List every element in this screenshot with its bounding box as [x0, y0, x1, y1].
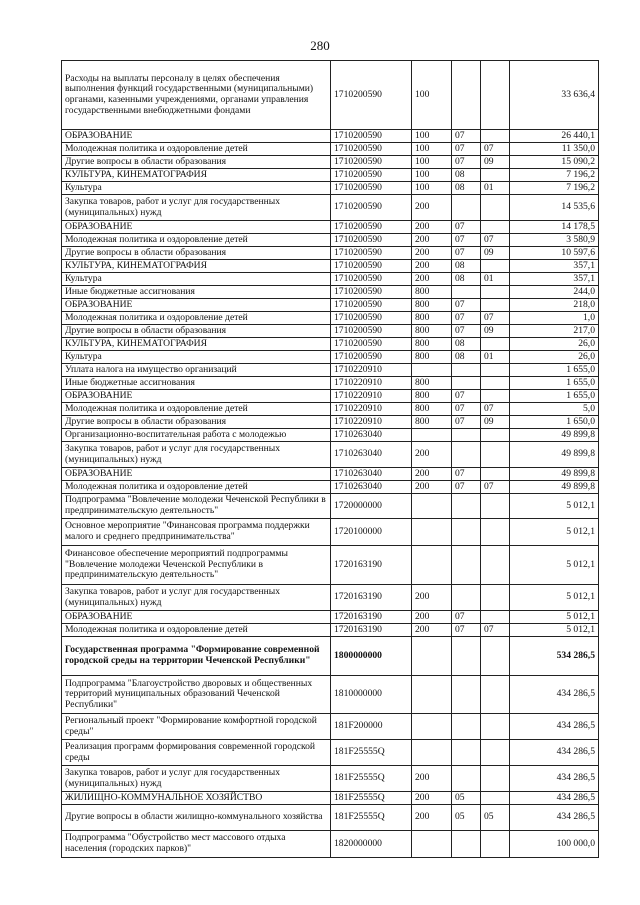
cell-expense-type: 100 — [412, 156, 452, 169]
cell-subsection: 07 — [481, 481, 510, 494]
cell-expense-type: 800 — [412, 390, 452, 403]
cell-expense-type: 100 — [412, 182, 452, 195]
cell-section — [452, 714, 481, 740]
cell-section — [452, 442, 481, 468]
cell-target-code: 1710200590 — [331, 299, 412, 312]
cell-section: 07 — [452, 403, 481, 416]
cell-subsection: 09 — [481, 325, 510, 338]
table-row — [62, 234, 599, 247]
cell-target-code: 1710200590 — [331, 195, 412, 221]
cell-section: 07 — [452, 299, 481, 312]
cell-subsection — [481, 442, 510, 468]
table-row — [62, 805, 599, 831]
cell-name: ОБРАЗОВАНИЕ — [62, 390, 331, 403]
table-row — [62, 468, 599, 481]
cell-name: КУЛЬТУРА, КИНЕМАТОГРАФИЯ — [62, 169, 331, 182]
cell-amount: 7 196,2 — [510, 182, 599, 195]
cell-target-code: 1720100000 — [331, 519, 412, 546]
cell-subsection: 01 — [481, 182, 510, 195]
cell-target-code: 1710263040 — [331, 429, 412, 442]
table-row — [62, 519, 599, 546]
cell-subsection — [481, 61, 510, 130]
cell-amount: 434 286,5 — [510, 740, 599, 766]
cell-amount: 434 286,5 — [510, 714, 599, 740]
cell-subsection — [481, 676, 510, 714]
cell-expense-type: 200 — [412, 611, 452, 624]
table-row — [62, 169, 599, 182]
table-row — [62, 195, 599, 221]
cell-target-code: 1710200590 — [331, 260, 412, 273]
cell-amount: 434 286,5 — [510, 805, 599, 831]
cell-target-code: 1710220910 — [331, 390, 412, 403]
cell-expense-type: 800 — [412, 325, 452, 338]
cell-name: Закупка товаров, работ и услуг для государственных (муниципальных) нужд — [62, 195, 331, 221]
cell-target-code: 1800000000 — [331, 637, 412, 676]
cell-expense-type: 100 — [412, 61, 452, 130]
cell-section — [452, 195, 481, 221]
cell-amount: 49 899,8 — [510, 468, 599, 481]
cell-subsection — [481, 637, 510, 676]
cell-expense-type — [412, 364, 452, 377]
cell-target-code: 1710200590 — [331, 61, 412, 130]
cell-expense-type: 800 — [412, 299, 452, 312]
cell-name: Молодежная политика и оздоровление детей — [62, 234, 331, 247]
cell-target-code: 1710263040 — [331, 481, 412, 494]
cell-expense-type — [412, 831, 452, 858]
cell-amount: 49 899,8 — [510, 481, 599, 494]
cell-amount: 434 286,5 — [510, 676, 599, 714]
cell-name: Региональный проект "Формирование комфортной городской среды" — [62, 714, 331, 740]
cell-name: Уплата налога на имущество организаций — [62, 364, 331, 377]
cell-amount: 15 090,2 — [510, 156, 599, 169]
cell-subsection — [481, 585, 510, 611]
cell-amount: 26 440,1 — [510, 130, 599, 143]
cell-name: Закупка товаров, работ и услуг для государственных (муниципальных) нужд — [62, 766, 331, 792]
cell-target-code: 1810000000 — [331, 676, 412, 714]
cell-expense-type — [412, 637, 452, 676]
cell-section — [452, 377, 481, 390]
cell-target-code: 1710200590 — [331, 169, 412, 182]
cell-expense-type: 200 — [412, 792, 452, 805]
cell-amount: 434 286,5 — [510, 792, 599, 805]
cell-name: Организационно-воспитательная работа с молодежью — [62, 429, 331, 442]
cell-target-code: 1710200590 — [331, 130, 412, 143]
cell-subsection — [481, 299, 510, 312]
cell-name: Подпрограмма "Обустройство мест массового отдыха населения (городских парков)" — [62, 831, 331, 858]
cell-subsection — [481, 792, 510, 805]
cell-amount: 14 535,6 — [510, 195, 599, 221]
cell-expense-type — [412, 740, 452, 766]
cell-section: 07 — [452, 312, 481, 325]
table-row — [62, 325, 599, 338]
cell-target-code: 1720163190 — [331, 546, 412, 585]
cell-expense-type: 800 — [412, 403, 452, 416]
cell-amount: 357,1 — [510, 273, 599, 286]
cell-target-code: 1710200590 — [331, 325, 412, 338]
table-row — [62, 585, 599, 611]
cell-subsection — [481, 831, 510, 858]
cell-amount: 357,1 — [510, 260, 599, 273]
table-row — [62, 351, 599, 364]
cell-section — [452, 364, 481, 377]
cell-section: 07 — [452, 143, 481, 156]
cell-subsection — [481, 766, 510, 792]
cell-section: 08 — [452, 182, 481, 195]
cell-target-code: 1710200590 — [331, 182, 412, 195]
cell-target-code: 1720163190 — [331, 585, 412, 611]
cell-expense-type: 800 — [412, 286, 452, 299]
cell-amount: 10 597,6 — [510, 247, 599, 260]
cell-amount: 7 196,2 — [510, 169, 599, 182]
cell-subsection — [481, 130, 510, 143]
table-row — [62, 312, 599, 325]
cell-section: 08 — [452, 273, 481, 286]
cell-expense-type: 200 — [412, 234, 452, 247]
cell-expense-type: 200 — [412, 805, 452, 831]
cell-amount: 49 899,8 — [510, 442, 599, 468]
cell-subsection: 09 — [481, 156, 510, 169]
cell-name: Другие вопросы в области жилищно-коммунального хозяйства — [62, 805, 331, 831]
cell-amount: 1 655,0 — [510, 364, 599, 377]
cell-amount: 26,0 — [510, 351, 599, 364]
cell-name: Расходы на выплаты персоналу в целях обеспечения выполнения функций государственными (муниципальными) органами, казенными учреждениями, органами управления государственными внебюджетными фондами — [62, 61, 331, 130]
cell-subsection — [481, 611, 510, 624]
cell-amount: 5 012,1 — [510, 519, 599, 546]
cell-expense-type: 100 — [412, 143, 452, 156]
cell-expense-type: 200 — [412, 624, 452, 637]
cell-subsection — [481, 169, 510, 182]
cell-expense-type: 100 — [412, 169, 452, 182]
table-row — [62, 130, 599, 143]
cell-target-code: 1710200590 — [331, 351, 412, 364]
cell-name: Другие вопросы в области образования — [62, 156, 331, 169]
cell-target-code: 181F25555Q — [331, 740, 412, 766]
cell-amount: 5 012,1 — [510, 585, 599, 611]
cell-section — [452, 494, 481, 519]
cell-subsection — [481, 468, 510, 481]
table-row — [62, 61, 599, 130]
cell-expense-type — [412, 714, 452, 740]
cell-name: Финансовое обеспечение мероприятий подпрограммы "Вовлечение молодежи Чеченской Республики в предпринимательскую деятельность" — [62, 546, 331, 585]
cell-amount: 434 286,5 — [510, 766, 599, 792]
cell-target-code: 1710200590 — [331, 143, 412, 156]
cell-section: 07 — [452, 611, 481, 624]
table-row — [62, 377, 599, 390]
cell-target-code: 1720163190 — [331, 624, 412, 637]
cell-subsection: 01 — [481, 273, 510, 286]
cell-name: Государственная программа "Формирование современной городской среды на территории Чеченской Республики" — [62, 637, 331, 676]
cell-target-code: 181F25555Q — [331, 766, 412, 792]
table-row — [62, 403, 599, 416]
cell-name: Молодежная политика и оздоровление детей — [62, 481, 331, 494]
cell-name: Молодежная политика и оздоровление детей — [62, 624, 331, 637]
cell-name: Культура — [62, 273, 331, 286]
cell-section — [452, 61, 481, 130]
table-row — [62, 740, 599, 766]
cell-name: Основное мероприятие "Финансовая программа поддержки малого и среднего предпринимательства" — [62, 519, 331, 546]
cell-section — [452, 637, 481, 676]
cell-name: Подпрограмма "Благоустройство дворовых и общественных территорий муниципальных образований Чеченской Республики" — [62, 676, 331, 714]
table-row — [62, 299, 599, 312]
cell-expense-type — [412, 546, 452, 585]
cell-target-code: 1710200590 — [331, 273, 412, 286]
cell-subsection — [481, 740, 510, 766]
cell-subsection: 01 — [481, 351, 510, 364]
cell-name: ОБРАЗОВАНИЕ — [62, 468, 331, 481]
budget-table-body — [62, 61, 599, 858]
cell-subsection — [481, 286, 510, 299]
table-row — [62, 831, 599, 858]
cell-expense-type: 200 — [412, 247, 452, 260]
cell-subsection — [481, 519, 510, 546]
cell-section: 08 — [452, 169, 481, 182]
cell-name: Другие вопросы в области образования — [62, 247, 331, 260]
cell-subsection — [481, 390, 510, 403]
cell-subsection: 09 — [481, 247, 510, 260]
table-row — [62, 286, 599, 299]
cell-subsection — [481, 494, 510, 519]
cell-expense-type: 800 — [412, 312, 452, 325]
cell-section — [452, 766, 481, 792]
cell-expense-type: 200 — [412, 481, 452, 494]
cell-subsection: 07 — [481, 234, 510, 247]
cell-section — [452, 740, 481, 766]
cell-target-code: 1710200590 — [331, 247, 412, 260]
cell-expense-type — [412, 519, 452, 546]
cell-section — [452, 546, 481, 585]
cell-name: Реализация программ формирования современной городской среды — [62, 740, 331, 766]
cell-target-code: 1710200590 — [331, 312, 412, 325]
cell-amount: 14 178,5 — [510, 221, 599, 234]
table-row — [62, 416, 599, 429]
table-row — [62, 442, 599, 468]
cell-section — [452, 286, 481, 299]
cell-expense-type: 200 — [412, 766, 452, 792]
cell-subsection — [481, 364, 510, 377]
cell-target-code: 1710220910 — [331, 377, 412, 390]
cell-target-code: 1710220910 — [331, 403, 412, 416]
cell-section: 07 — [452, 416, 481, 429]
table-row — [62, 676, 599, 714]
cell-subsection — [481, 546, 510, 585]
cell-amount: 5 012,1 — [510, 624, 599, 637]
cell-amount: 11 350,0 — [510, 143, 599, 156]
cell-expense-type: 200 — [412, 195, 452, 221]
cell-target-code: 181F25555Q — [331, 805, 412, 831]
cell-amount: 5,0 — [510, 403, 599, 416]
cell-name: Молодежная политика и оздоровление детей — [62, 143, 331, 156]
cell-target-code: 1710200590 — [331, 156, 412, 169]
cell-section: 08 — [452, 351, 481, 364]
cell-section: 07 — [452, 156, 481, 169]
table-row — [62, 481, 599, 494]
cell-expense-type — [412, 676, 452, 714]
cell-name: ЖИЛИЩНО-КОММУНАЛЬНОЕ ХОЗЯЙСТВО — [62, 792, 331, 805]
table-row — [62, 364, 599, 377]
cell-expense-type: 200 — [412, 260, 452, 273]
cell-section: 07 — [452, 221, 481, 234]
cell-expense-type: 200 — [412, 442, 452, 468]
cell-section — [452, 676, 481, 714]
cell-name: Закупка товаров, работ и услуг для государственных (муниципальных) нужд — [62, 442, 331, 468]
cell-amount: 26,0 — [510, 338, 599, 351]
cell-name: Культура — [62, 351, 331, 364]
cell-target-code: 181F25555Q — [331, 792, 412, 805]
cell-name: Молодежная политика и оздоровление детей — [62, 312, 331, 325]
cell-subsection — [481, 377, 510, 390]
cell-section: 08 — [452, 338, 481, 351]
cell-amount: 218,0 — [510, 299, 599, 312]
cell-expense-type: 200 — [412, 221, 452, 234]
cell-amount: 49 899,8 — [510, 429, 599, 442]
cell-amount: 1,0 — [510, 312, 599, 325]
cell-expense-type: 800 — [412, 377, 452, 390]
cell-name: Молодежная политика и оздоровление детей — [62, 403, 331, 416]
table-row — [62, 390, 599, 403]
cell-amount: 33 636,4 — [510, 61, 599, 130]
cell-target-code: 1710263040 — [331, 442, 412, 468]
cell-subsection: 07 — [481, 403, 510, 416]
cell-section: 07 — [452, 390, 481, 403]
cell-name: ОБРАЗОВАНИЕ — [62, 299, 331, 312]
cell-target-code: 181F200000 — [331, 714, 412, 740]
cell-subsection: 07 — [481, 143, 510, 156]
cell-amount: 534 286,5 — [510, 637, 599, 676]
cell-expense-type: 200 — [412, 585, 452, 611]
table-row — [62, 766, 599, 792]
cell-amount: 1 655,0 — [510, 390, 599, 403]
table-row — [62, 792, 599, 805]
cell-expense-type: 200 — [412, 468, 452, 481]
cell-amount: 5 012,1 — [510, 611, 599, 624]
cell-amount: 217,0 — [510, 325, 599, 338]
cell-target-code: 1710220910 — [331, 364, 412, 377]
cell-amount: 5 012,1 — [510, 546, 599, 585]
cell-section: 07 — [452, 325, 481, 338]
cell-subsection — [481, 429, 510, 442]
cell-expense-type — [412, 429, 452, 442]
cell-section — [452, 429, 481, 442]
cell-name: ОБРАЗОВАНИЕ — [62, 611, 331, 624]
table-row — [62, 182, 599, 195]
cell-subsection: 09 — [481, 416, 510, 429]
cell-amount: 3 580,9 — [510, 234, 599, 247]
table-row — [62, 546, 599, 585]
cell-name: Иные бюджетные ассигнования — [62, 377, 331, 390]
cell-target-code: 1820000000 — [331, 831, 412, 858]
cell-name: КУЛЬТУРА, КИНЕМАТОГРАФИЯ — [62, 338, 331, 351]
table-row — [62, 714, 599, 740]
budget-table — [61, 60, 599, 858]
cell-target-code: 1710200590 — [331, 221, 412, 234]
table-row — [62, 273, 599, 286]
cell-expense-type — [412, 494, 452, 519]
cell-subsection — [481, 195, 510, 221]
cell-subsection — [481, 714, 510, 740]
cell-amount: 5 012,1 — [510, 494, 599, 519]
cell-expense-type: 800 — [412, 351, 452, 364]
cell-section: 07 — [452, 481, 481, 494]
table-row — [62, 429, 599, 442]
cell-section: 05 — [452, 792, 481, 805]
cell-section: 07 — [452, 468, 481, 481]
cell-name: Закупка товаров, работ и услуг для государственных (муниципальных) нужд — [62, 585, 331, 611]
cell-target-code: 1720163190 — [331, 611, 412, 624]
cell-subsection — [481, 260, 510, 273]
cell-subsection: 07 — [481, 312, 510, 325]
cell-amount: 100 000,0 — [510, 831, 599, 858]
cell-amount: 1 655,0 — [510, 377, 599, 390]
table-row — [62, 494, 599, 519]
cell-name: Иные бюджетные ассигнования — [62, 286, 331, 299]
cell-section: 07 — [452, 247, 481, 260]
cell-amount: 1 650,0 — [510, 416, 599, 429]
cell-target-code: 1710200590 — [331, 286, 412, 299]
cell-subsection — [481, 338, 510, 351]
cell-name: Другие вопросы в области образования — [62, 325, 331, 338]
table-row — [62, 637, 599, 676]
table-row — [62, 611, 599, 624]
cell-expense-type: 200 — [412, 273, 452, 286]
cell-section: 07 — [452, 234, 481, 247]
cell-amount: 244,0 — [510, 286, 599, 299]
cell-section: 07 — [452, 130, 481, 143]
cell-target-code: 1710263040 — [331, 468, 412, 481]
cell-section: 05 — [452, 805, 481, 831]
cell-name: Другие вопросы в области образования — [62, 416, 331, 429]
page-number: 280 — [310, 38, 330, 53]
table-row — [62, 143, 599, 156]
cell-section: 07 — [452, 624, 481, 637]
cell-expense-type: 100 — [412, 130, 452, 143]
table-row — [62, 247, 599, 260]
cell-name: ОБРАЗОВАНИЕ — [62, 221, 331, 234]
cell-name: Подпрограмма "Вовлечение молодежи Чеченской Республики в предпринимательскую деятельность" — [62, 494, 331, 519]
cell-expense-type: 800 — [412, 338, 452, 351]
table-row — [62, 260, 599, 273]
cell-section — [452, 831, 481, 858]
table-row — [62, 338, 599, 351]
cell-section: 08 — [452, 260, 481, 273]
cell-name: Культура — [62, 182, 331, 195]
cell-expense-type: 800 — [412, 416, 452, 429]
cell-section — [452, 585, 481, 611]
cell-target-code: 1710200590 — [331, 234, 412, 247]
table-row — [62, 221, 599, 234]
cell-name: ОБРАЗОВАНИЕ — [62, 130, 331, 143]
cell-target-code: 1710220910 — [331, 416, 412, 429]
cell-target-code: 1720000000 — [331, 494, 412, 519]
cell-subsection — [481, 221, 510, 234]
cell-subsection: 07 — [481, 624, 510, 637]
table-row — [62, 156, 599, 169]
cell-name: КУЛЬТУРА, КИНЕМАТОГРАФИЯ — [62, 260, 331, 273]
table-row — [62, 624, 599, 637]
cell-subsection: 05 — [481, 805, 510, 831]
cell-target-code: 1710200590 — [331, 338, 412, 351]
cell-section — [452, 519, 481, 546]
